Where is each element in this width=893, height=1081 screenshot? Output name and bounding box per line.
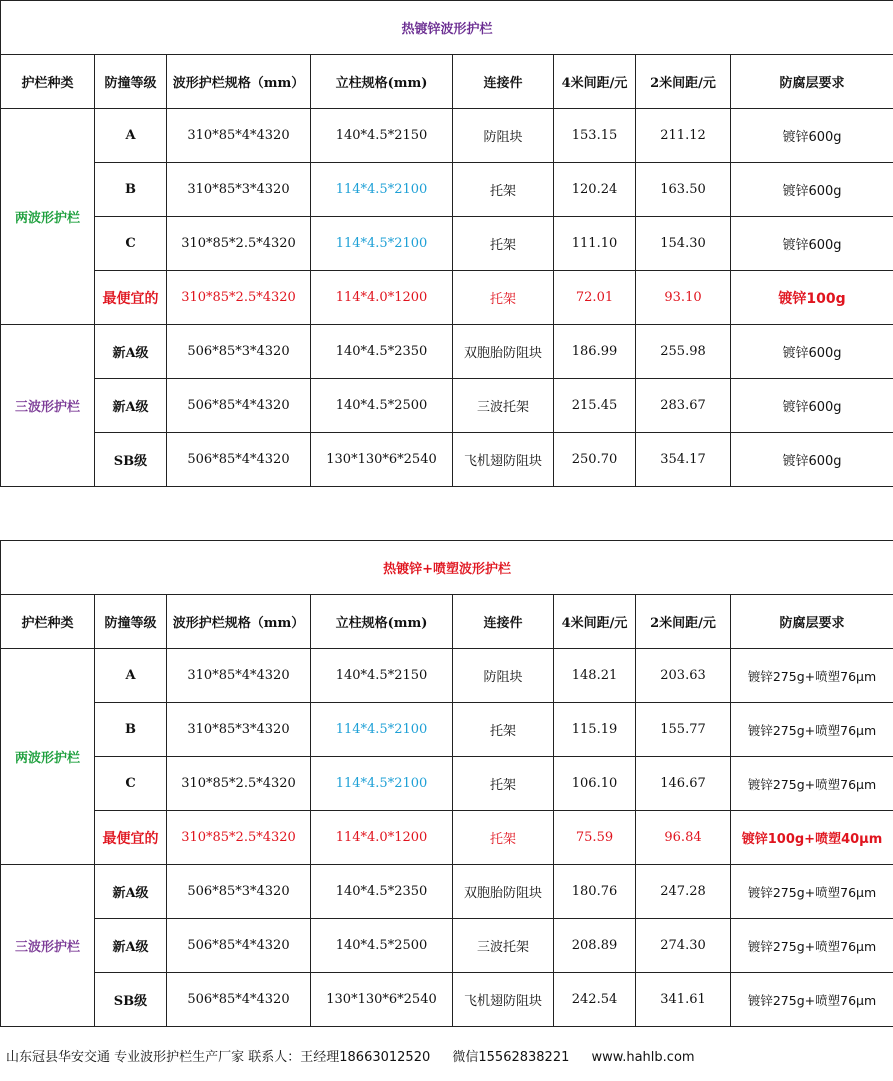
post-cell: 140*4.5*2500 [311,379,453,433]
price-2m-cell: 203.63 [636,649,731,703]
header-post: 立柱规格(mm) [311,595,453,649]
table-row [1,919,893,973]
grade-cell: 新A级 [95,919,167,973]
table-row [1,325,893,379]
price-2m-cell: 163.50 [636,163,731,217]
coating-cell: 镀锌600g [731,325,893,379]
contact-footer [6,1046,713,1065]
price-2m-cell: 96.84 [636,811,731,865]
table-row [1,649,893,703]
price-4m-cell: 180.76 [554,865,636,919]
price-4m-cell: 72.01 [554,271,636,325]
coating-cell: 镀锌600g [731,109,893,163]
spec-cell: 506*85*3*4320 [167,865,311,919]
post-cell: 114*4.0*1200 [311,271,453,325]
coating-cell: 镀锌100g+喷塑40μm [731,811,893,865]
header-price-2m: 2米间距/元 [636,55,731,109]
header-price-4m: 4米间距/元 [554,595,636,649]
grade-cell: B [95,703,167,757]
header-spec: 波形护栏规格（mm） [167,595,311,649]
group-label-two-wave: 两波形护栏 [1,109,95,325]
table-row-cheapest [1,811,893,865]
connector-cell: 托架 [453,703,554,757]
price-2m-cell: 341.61 [636,973,731,1027]
price-2m-cell: 93.10 [636,271,731,325]
connector-cell: 三波托架 [453,379,554,433]
header-connector: 连接件 [453,55,554,109]
price-2m-cell: 155.77 [636,703,731,757]
group-label-two-wave: 两波形护栏 [1,649,95,865]
connector-cell: 飞机翅防阻块 [453,973,554,1027]
price-4m-cell: 242.54 [554,973,636,1027]
post-cell: 114*4.5*2100 [311,703,453,757]
spec-cell: 506*85*4*4320 [167,973,311,1027]
price-4m-cell: 215.45 [554,379,636,433]
group-label-three-wave: 三波形护栏 [1,325,95,487]
connector-cell: 三波托架 [453,919,554,973]
price-2m-cell: 283.67 [636,379,731,433]
header-coating: 防腐层要求 [731,55,893,109]
price-2m-cell: 354.17 [636,433,731,487]
grade-cell: A [95,109,167,163]
table-row [1,865,893,919]
coating-cell: 镀锌275g+喷塑76μm [731,649,893,703]
grade-cell: SB级 [95,433,167,487]
spec-cell: 310*85*2.5*4320 [167,217,311,271]
coating-cell: 镀锌600g [731,163,893,217]
price-2m-cell: 274.30 [636,919,731,973]
price-4m-cell: 75.59 [554,811,636,865]
grade-cell: 新A级 [95,325,167,379]
post-cell: 140*4.5*2350 [311,325,453,379]
connector-cell: 防阻块 [453,109,554,163]
grade-cell: SB级 [95,973,167,1027]
price-table-hot-dip [0,0,893,487]
post-cell: 140*4.5*2150 [311,649,453,703]
coating-cell: 镀锌275g+喷塑76μm [731,757,893,811]
spec-cell: 310*85*4*4320 [167,649,311,703]
header-type: 护栏种类 [1,595,95,649]
grade-cell: A [95,649,167,703]
coating-cell: 镀锌275g+喷塑76μm [731,919,893,973]
post-cell: 130*130*6*2540 [311,433,453,487]
header-connector: 连接件 [453,595,554,649]
connector-cell: 双胞胎防阻块 [453,325,554,379]
company-contact-text: 山东冠县华安交通 专业波形护栏生产厂家 联系人：王经理18663012520 [6,1050,431,1065]
table-row [1,703,893,757]
header-price-2m: 2米间距/元 [636,595,731,649]
grade-cell: C [95,757,167,811]
price-4m-cell: 106.10 [554,757,636,811]
grade-cell: 最便宜的 [95,271,167,325]
spec-cell: 506*85*4*4320 [167,379,311,433]
header-grade: 防撞等级 [95,595,167,649]
post-cell: 140*4.5*2150 [311,109,453,163]
price-2m-cell: 146.67 [636,757,731,811]
spec-cell: 310*85*4*4320 [167,109,311,163]
spec-cell: 506*85*3*4320 [167,325,311,379]
connector-cell: 双胞胎防阻块 [453,865,554,919]
spec-cell: 310*85*3*4320 [167,163,311,217]
spec-cell: 310*85*2.5*4320 [167,811,311,865]
price-2m-cell: 154.30 [636,217,731,271]
table-row [1,757,893,811]
spec-cell: 310*85*3*4320 [167,703,311,757]
grade-cell: 新A级 [95,379,167,433]
price-2m-cell: 211.12 [636,109,731,163]
post-cell: 140*4.5*2500 [311,919,453,973]
price-table-hot-dip-powder [0,540,893,1027]
header-price-4m: 4米间距/元 [554,55,636,109]
price-2m-cell: 247.28 [636,865,731,919]
connector-cell: 托架 [453,217,554,271]
price-4m-cell: 186.99 [554,325,636,379]
coating-cell: 镀锌600g [731,379,893,433]
connector-cell: 托架 [453,757,554,811]
price-4m-cell: 250.70 [554,433,636,487]
table-title: 热镀锌波形护栏 [1,1,893,55]
connector-cell: 托架 [453,811,554,865]
post-cell: 114*4.0*1200 [311,811,453,865]
coating-cell: 镀锌275g+喷塑76μm [731,973,893,1027]
header-grade: 防撞等级 [95,55,167,109]
post-cell: 114*4.5*2100 [311,163,453,217]
spec-cell: 310*85*2.5*4320 [167,757,311,811]
grade-cell: 新A级 [95,865,167,919]
post-cell: 140*4.5*2350 [311,865,453,919]
spec-cell: 506*85*4*4320 [167,433,311,487]
coating-cell: 镀锌100g [731,271,893,325]
website-link[interactable]: www.hahlb.com [591,1050,695,1065]
header-post: 立柱规格(mm) [311,55,453,109]
price-4m-cell: 115.19 [554,703,636,757]
price-4m-cell: 208.89 [554,919,636,973]
table-row [1,109,893,163]
price-2m-cell: 255.98 [636,325,731,379]
coating-cell: 镀锌275g+喷塑76μm [731,703,893,757]
connector-cell: 托架 [453,163,554,217]
grade-cell: C [95,217,167,271]
header-coating: 防腐层要求 [731,595,893,649]
table-row [1,217,893,271]
coating-cell: 镀锌600g [731,433,893,487]
header-spec: 波形护栏规格（mm） [167,55,311,109]
coating-cell: 镀锌275g+喷塑76μm [731,865,893,919]
price-4m-cell: 148.21 [554,649,636,703]
table-row [1,433,893,487]
price-4m-cell: 153.15 [554,109,636,163]
grade-cell: B [95,163,167,217]
table-title: 热镀锌+喷塑波形护栏 [1,541,893,595]
spec-cell: 310*85*2.5*4320 [167,271,311,325]
price-4m-cell: 111.10 [554,217,636,271]
post-cell: 114*4.5*2100 [311,757,453,811]
table-row [1,379,893,433]
connector-cell: 托架 [453,271,554,325]
post-cell: 130*130*6*2540 [311,973,453,1027]
connector-cell: 防阻块 [453,649,554,703]
group-label-three-wave: 三波形护栏 [1,865,95,1027]
table-row [1,973,893,1027]
grade-cell: 最便宜的 [95,811,167,865]
price-4m-cell: 120.24 [554,163,636,217]
wechat-text: 微信15562838221 [452,1050,570,1065]
header-type: 护栏种类 [1,55,95,109]
table-row [1,163,893,217]
table-row-cheapest [1,271,893,325]
coating-cell: 镀锌600g [731,217,893,271]
post-cell: 114*4.5*2100 [311,217,453,271]
connector-cell: 飞机翅防阻块 [453,433,554,487]
spec-cell: 506*85*4*4320 [167,919,311,973]
